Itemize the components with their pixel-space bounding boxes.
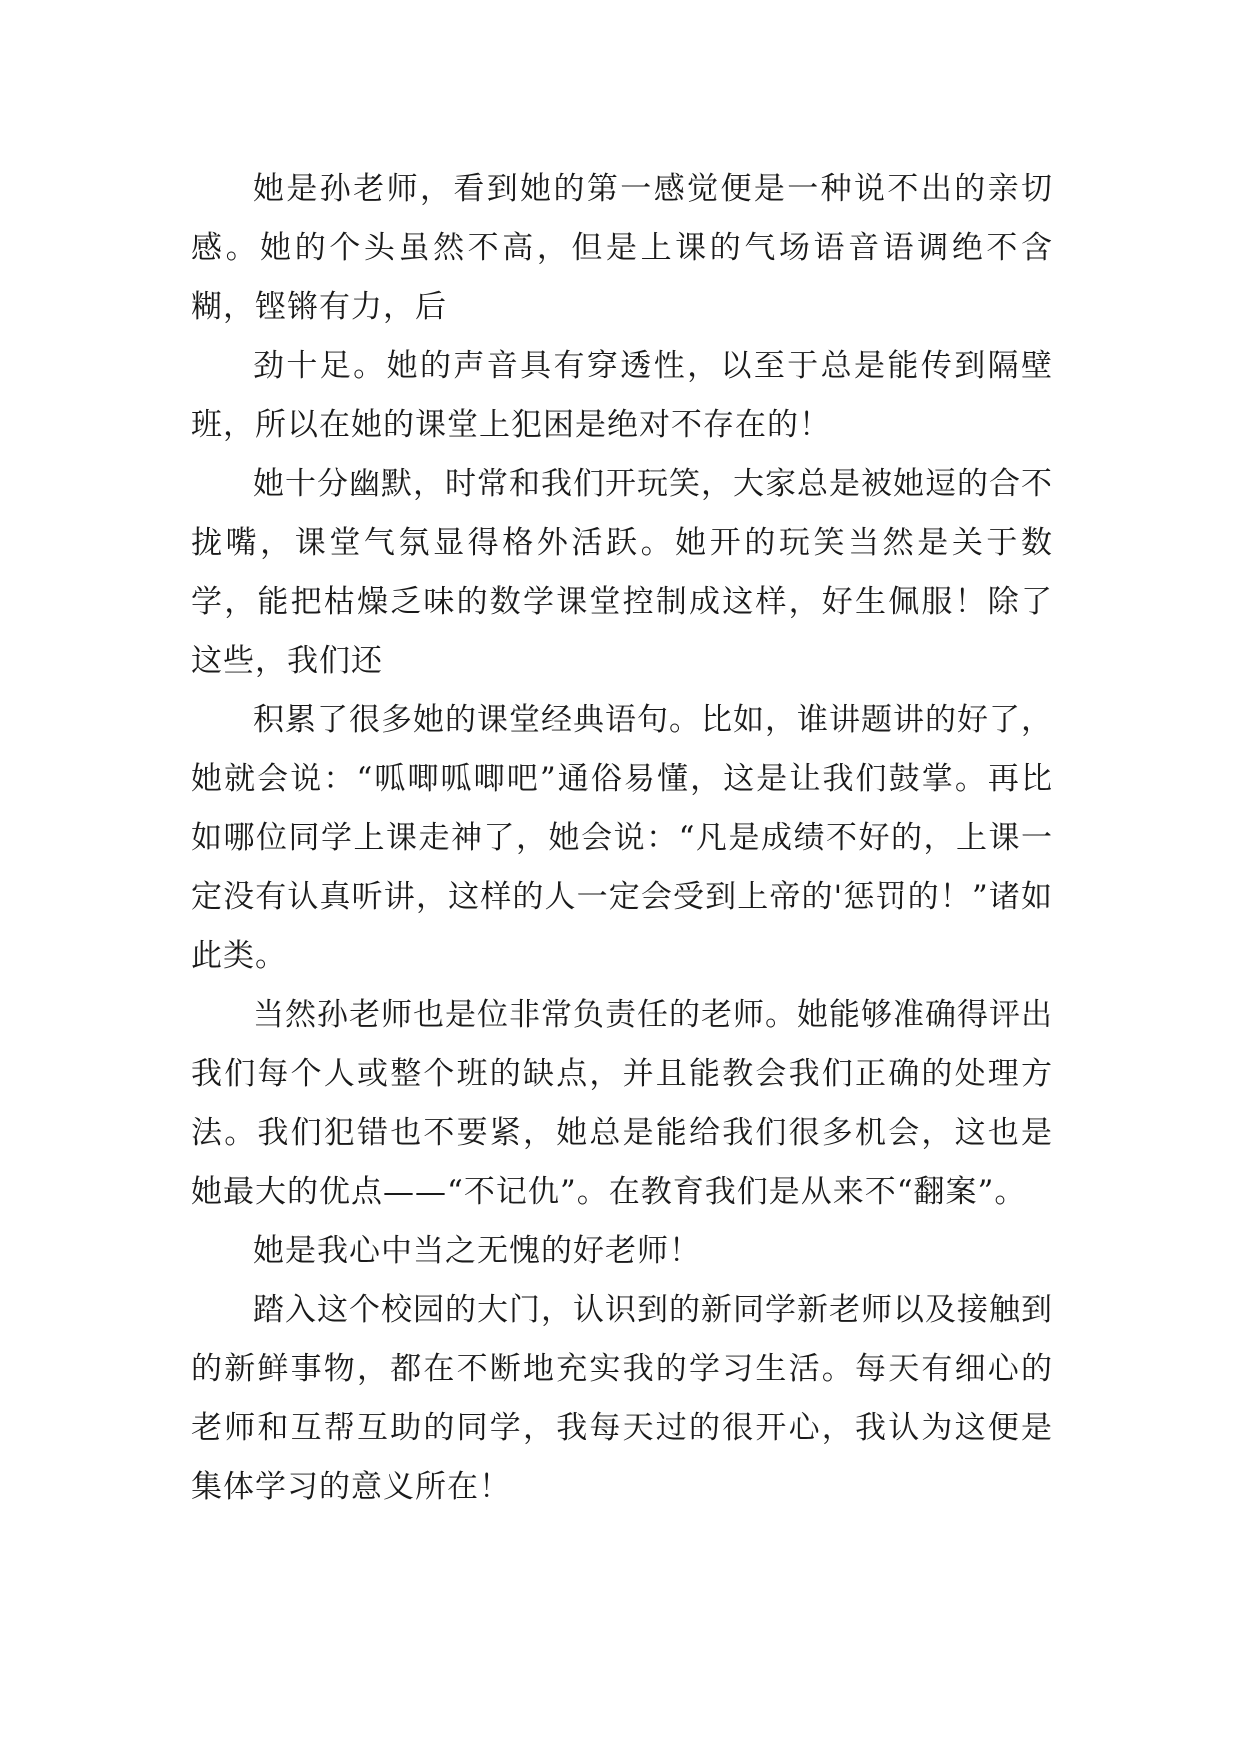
paragraph-6: 她是我心中当之无愧的好老师！ [253, 1233, 701, 1269]
paragraph-4: 积累了很多她的课堂经典语句。比如，谁讲题讲的好了，她就会说：“呱唧呱唧吧”通俗易懂，这是让我们鼓掌。再比如哪位同学上课走神了，她会说：“凡是成绩不好的，上课一定没有认真听讲，这样的人一定会受到上帝的'惩罚的！”诸如此类。 [191, 702, 1053, 974]
paragraph-5: 当然孙老师也是位非常负责任的老师。她能够准确得评出我们每个人或整个班的缺点，并且能教会我们正确的处理方法。我们犯错也不要紧，她总是能给我们很多机会，这也是她最大的优点——“不记仇”。在教育我们是从来不“翻案”。 [191, 997, 1053, 1210]
paragraph-7: 踏入这个校园的大门，认识到的新同学新老师以及接触到的新鲜事物，都在不断地充实我的学习生活。每天有细心的老师和互帮互助的同学，我每天过的很开心，我认为这便是集体学习的意义所在！ [191, 1292, 1053, 1505]
paragraph-2: 劲十足。她的声音具有穿透性，以至于总是能传到隔壁班，所以在她的课堂上犯困是绝对不存在的！ [191, 348, 1053, 443]
paragraph-1: 她是孙老师，看到她的第一感觉便是一种说不出的亲切感。她的个头虽然不高，但是上课的气场语音语调绝不含糊，铿锵有力，后 [191, 171, 1053, 325]
document-body [191, 160, 1053, 1517]
paragraph-3: 她十分幽默，时常和我们开玩笑，大家总是被她逗的合不拢嘴，课堂气氛显得格外活跃。她开的玩笑当然是关于数学，能把枯燥乏味的数学课堂控制成这样，好生佩服！除了这些，我们还 [191, 466, 1053, 679]
